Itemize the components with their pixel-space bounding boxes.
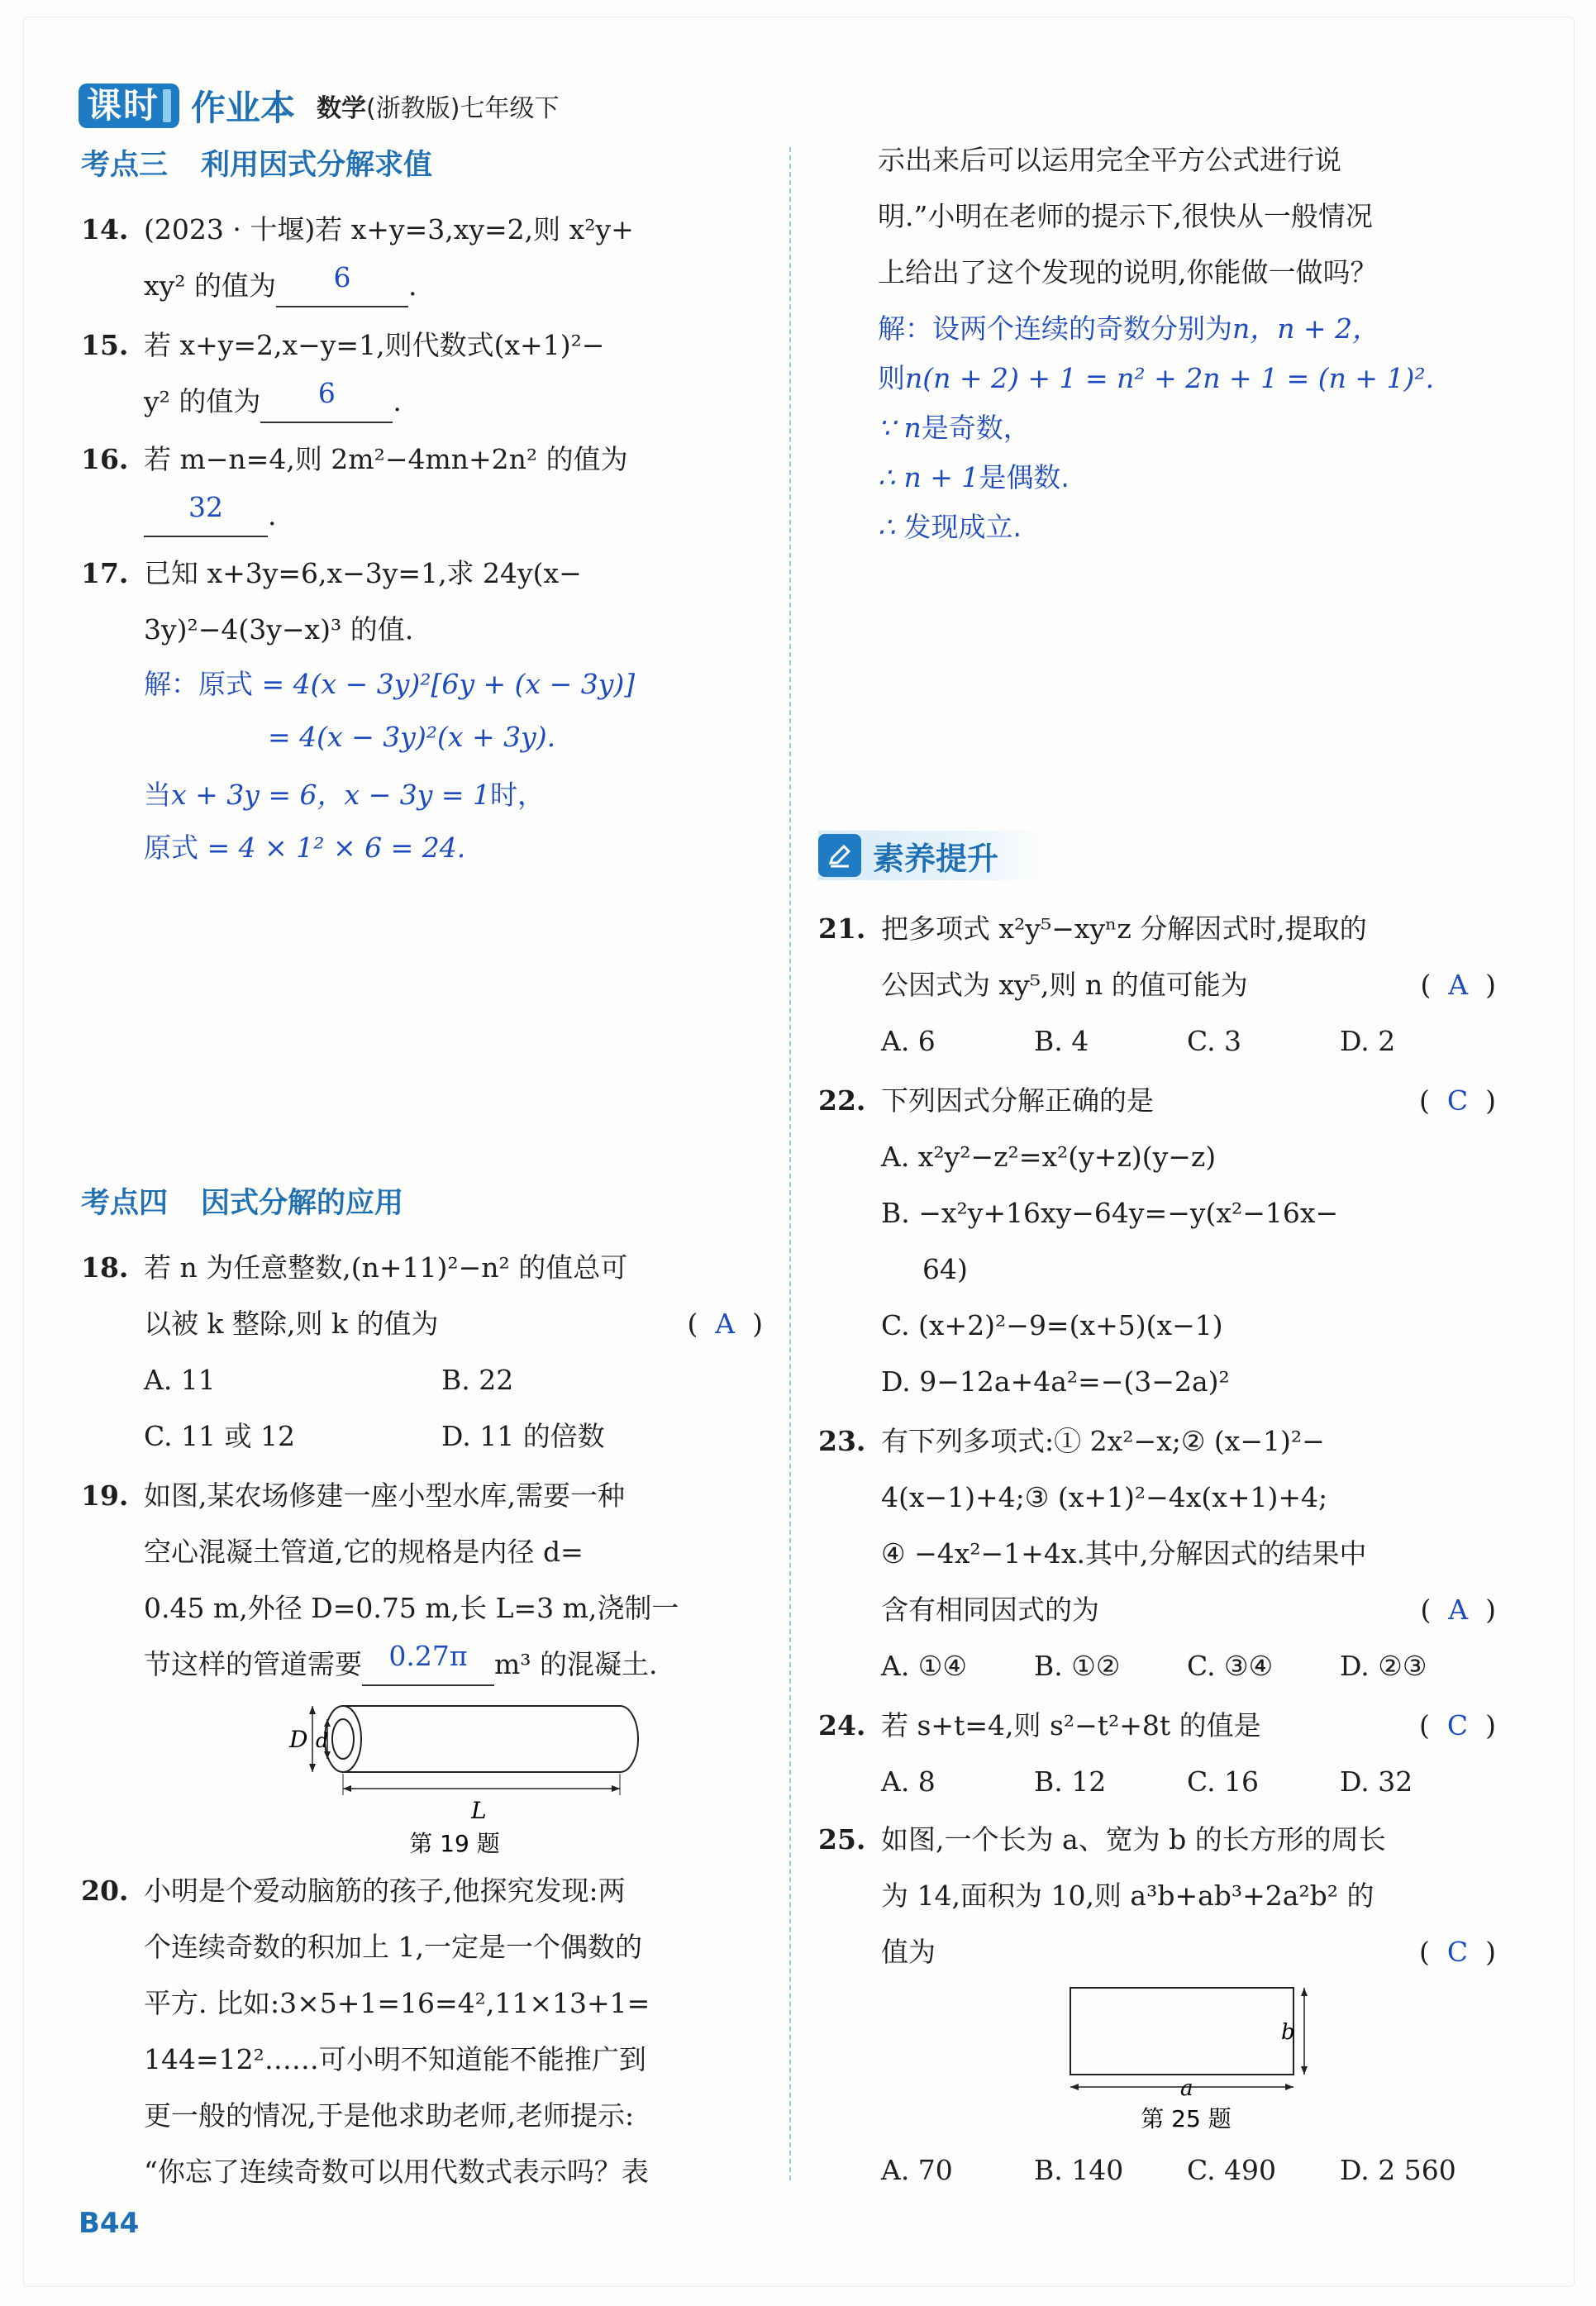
question-17: 17. 已知 x+3y=6,x−3y=1,求 24y(x− 3y)²−4(3y−x)³ 的值. 解：原式 = 4(x − 3y)²[6y + (x − 3y)] = 4(x − 3y)²(x + 3y). 当x + 3y = 6，x − 3y = 1时， 原式 = 4 × 1² × 6 = 24. [81,546,763,874]
answer-blank: 0.27π [362,1645,494,1686]
question-number: 14. [81,213,129,245]
section-heading-3: 考点三 利用因式分解求值 [81,149,433,182]
question-18: 18. 若 n 为任意整数,(n+11)²−n² 的值总可 以被 k 整除,则 k 的值为 ( A ) A. 11 B. 22 C. 11 或 12 D. 11 的倍数 [81,1251,763,1452]
figure-19-caption: 第 19 题 [409,1830,500,1857]
label-L: L [471,1797,487,1824]
question-22: 22. 下列因式分解正确的是 ( C ) A. x²y²−z²=x²(y+z)(y−z) B. −x²y+16xy−64y=−y(x²−16x− 64) C. (x+2)²−9=(x+5)(x−1) D. 9−12a+4a²=−(3−2a)² [818,1073,1496,1410]
question-24: 24. 若 s+t=4,则 s²−t²+8t 的值是 ( C ) A. 8 B. 12 C. 16 D. 32 [818,1698,1496,1810]
answer-choice: ( C ) [1419,1936,1496,1968]
label-D: D [289,1726,308,1753]
page-number: B44 [79,2207,140,2240]
question-21: 21. 把多项式 x²y⁵−xyⁿz 分解因式时,提取的 公因式为 xy⁵,则 n 的值可能为 ( A ) A. 6 B. 4 C. 3 D. 2 [818,912,1496,1057]
question-19: 19. 如图,某农场修建一座小型水库,需要一种 空心混凝土管道,它的规格是内径 d= 0.45 m,外径 D=0.75 m,长 L=3 m,浇制一 节这样的管道需要 0.27π m³ 的混凝土. [81,1468,763,1693]
pipe-figure [264,1694,645,1860]
question-14: 14. (2023 · 十堰)若 x+y=3,xy=2,则 x²y+ xy² 的值为 6 . [81,202,763,314]
label-b: b [1281,2020,1295,2045]
column-divider [789,147,791,2180]
question-20-continued: 示出来后可以运用完全平方公式进行说 明.”小明在老师的提示下,很快从一般情况 上给出了这个发现的说明,你能做一做吗？ 解：设两个连续的奇数分别为n，n + 2， 则n(n + 2) + 1 = n² + 2n + 1 = (n + 1)². ∵ n是奇数， ∴ n + 1是偶数. ∴ 发现成立. [878,132,1498,552]
question-20: 20. 小明是个爱动脑筋的孩子,他探究发现:两 个连续奇数的积加上 1,一定是一个偶数的 平方. 比如:3×5+1=16=4²,11×13+1= 144=12²……可小明不知道能不能推广到 更一般的情况,于是他求助老师,老师提示: “你忘了连续奇数可以用代数式表示吗？表 [81,1875,650,2188]
logo-badge-icon [163,89,171,122]
brand-title: 作业本 [191,88,296,128]
section-banner-suyang: 素养提升 [818,831,1041,880]
solution-20: 解：设两个连续的奇数分别为n，n + 2， 则n(n + 2) + 1 = n² + 2n + 1 = (n + 1)². ∵ n是奇数， ∴ n + 1是偶数. ∴ 发现成立. [878,312,1435,543]
question-25: 25. 如图,一个长为 a、宽为 b 的长方形的周长 为 14,面积为 10,则 a³b+ab³+2a²b² 的 值为 ( C ) [818,1812,1496,1980]
figure-25-caption: 第 25 题 [1141,2105,1232,2132]
question-15: 15. 若 x+y=2,x−y=1,则代数式(x+1)²− y² 的值为 6 . [81,317,763,430]
answer-choice: ( A ) [1420,969,1496,1001]
answer-blank: 6 [260,382,393,423]
label-d: d [316,1729,329,1752]
answer-blank: 32 [144,496,268,537]
page-header [79,81,559,131]
pencil-icon [818,834,861,877]
answer-choice: ( A ) [1420,1594,1496,1626]
answer-blank: 6 [276,266,408,307]
section-heading-4: 考点四 因式分解的应用 [81,1187,404,1220]
question-16: 16. 若 m−n=4,则 2m²−4mn+2n² 的值为 32 . [81,431,763,544]
label-a: a [1180,2076,1193,2101]
subject-title: 数学(浙教版)七年级下 [317,94,560,123]
solution-17: 解：原式 = 4(x − 3y)²[6y + (x − 3y)] = 4(x − 3y)²(x + 3y). 当x + 3y = 6，x − 3y = 1时， 原式 = 4 × 1² × 6 = 24. [144,668,636,864]
book-logo: 课时 [79,83,179,128]
question-25-options: A. 70 B. 140 C. 490 D. 2 560 [881,2154,1456,2186]
rectangle-figure [1058,1980,1322,2145]
question-23: 23. 有下列多项式:① 2x²−x;② (x−1)²− 4(x−1)+4;③ (x+1)²−4x(x+1)+4; ④ −4x²−1+4x.其中,分解因式的结果中 含有相同因式的为 ( A ) A. ①④ B. ①② C. ③④ D. ②③ [818,1425,1496,1682]
question-text: (2023 · 十堰)若 x+y=3,xy=2,则 x²y+ [144,213,634,245]
answer-choice: ( C ) [1419,1084,1496,1117]
answer-choice: ( C ) [1419,1709,1496,1741]
answer-choice: ( A ) [687,1308,763,1340]
